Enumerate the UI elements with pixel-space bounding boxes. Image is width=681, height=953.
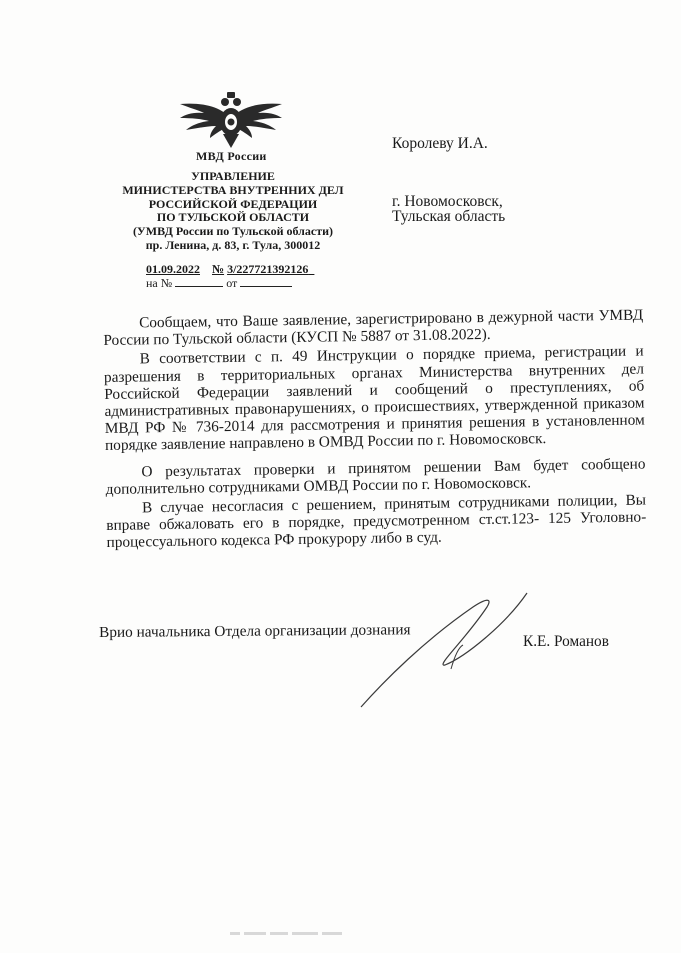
letter-body <box>103 307 647 552</box>
signatory-name: К.Е. Романов <box>523 633 609 650</box>
show-through-marks <box>230 930 350 938</box>
org-address-block <box>108 170 358 253</box>
recipient-region: Тульская область <box>392 208 506 225</box>
recipient-name: Королеву И.А. <box>392 135 488 152</box>
body-paragraph: Сообщаем, что Ваше заявление, зарегистрировано в дежурной части УМВД России по Тульской области (КУСП № 5887 от 31.08.2022). <box>103 306 644 350</box>
reference-line <box>146 276 292 291</box>
ministry-short-name: МВД России <box>196 149 267 163</box>
org-line: УПРАВЛЕНИЕ <box>191 169 275 183</box>
signatory-title: Врио начальника Отдела организации дознания <box>99 621 411 641</box>
org-line: МИНИСТЕРСТВА ВНУТРЕННИХ ДЕЛ <box>122 182 344 197</box>
recipient-city: г. Новомосковск, <box>392 193 503 210</box>
reference-date-blank <box>240 276 292 287</box>
reference-from-label: от <box>226 276 238 290</box>
reference-number-label: на № <box>146 276 173 290</box>
body-paragraph: В случае несогласия с решением, принятым сотрудниками полиции, Вы вправе обжаловать его в порядке, предусмотренном ст.ст.123- 125 Уголовно-процессуального кодекса РФ прокурору либо в суд. <box>106 491 647 552</box>
org-line: ПО ТУЛЬСКОЙ ОБЛАСТИ <box>156 210 310 225</box>
org-line: РОССИЙСКОЙ ФЕДЕРАЦИИ <box>148 196 318 211</box>
body-paragraph: О результатах проверки и принятом решении Вам будет сообщено дополнительно сотрудниками ОМВД России по г. Новомосковск. <box>105 455 646 498</box>
mvd-eagle-emblem-icon <box>176 88 286 150</box>
registration-number: 3/227721392126 <box>227 262 309 276</box>
reference-number-blank <box>175 276 223 287</box>
registration-date: 01.09.2022 <box>146 262 200 276</box>
org-line: пр. Ленина, д. 83, г. Тула, 300012 <box>145 237 321 252</box>
body-paragraph: В соответствии с п. 49 Инструкции о порядке приема, регистрации и разрешения в территориальных органах Министерства внутренних дел Российской Федерации заявлений и сообщений о преступлениях, об административных правонарушениях, о происшествиях, утвержденной приказом МВД РФ № 736-2014 для рассмотрения и принятия решения в установленном порядке заявление направлено в ОМВД России по г. Новомосковск. <box>103 342 645 455</box>
org-line: (УМВД России по Тульской области) <box>132 224 334 239</box>
registration-line <box>146 262 314 277</box>
handwritten-signature <box>355 585 535 715</box>
registration-number-label: № <box>212 262 225 276</box>
